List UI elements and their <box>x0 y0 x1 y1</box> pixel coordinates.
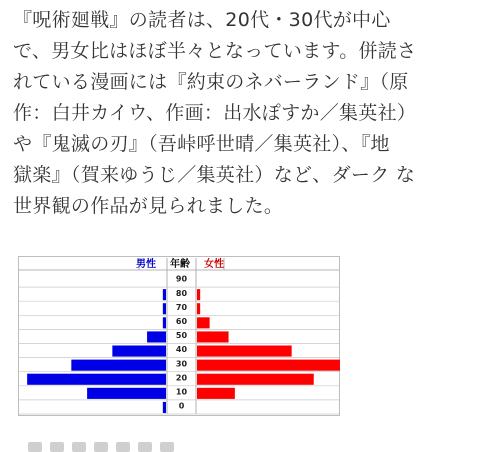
male-header: 男性 <box>136 259 156 270</box>
article-line: 作：白井カイウ、作画：出水ぽすか／集英社） <box>13 102 417 124</box>
age-tick-label: 50 <box>175 331 188 341</box>
age-tick-label: 80 <box>175 288 188 298</box>
article-line: れている漫画には『約束のネバーランド』（原 <box>13 71 409 93</box>
male-bar <box>163 289 166 300</box>
male-bar <box>163 402 166 413</box>
article-line: 世界観の作品が見られました。 <box>13 195 284 217</box>
age-tick-label: 40 <box>175 345 188 355</box>
age-tick-label: 10 <box>175 387 188 397</box>
male-bar <box>71 360 166 371</box>
age-tick-label: 70 <box>175 302 188 312</box>
female-bar <box>197 360 340 371</box>
age-gender-pyramid-chart <box>18 256 340 416</box>
article-line: や『鬼滅の刃』（吾峠呼世晴／集英社）、『地 <box>13 133 390 155</box>
next-paragraph-fragment <box>28 438 188 452</box>
female-header: 女性 <box>204 259 224 270</box>
age-tick-label: 30 <box>175 359 188 369</box>
female-bar <box>197 374 314 385</box>
article-line: 獄楽』（賀来ゆうじ／集英社）など、ダーク な <box>13 164 416 186</box>
male-bar <box>147 331 166 342</box>
female-bar <box>197 388 235 399</box>
female-bar <box>197 303 200 314</box>
male-bar <box>112 346 166 357</box>
male-bar <box>27 374 166 385</box>
age-tick-label: 90 <box>175 274 188 284</box>
female-bar <box>197 346 292 357</box>
pyramid-svg <box>18 256 340 416</box>
male-bar <box>87 388 166 399</box>
article-line: 『呪術廻戦』の読者は、20代・30代が中心 <box>13 9 391 31</box>
article-line: で、男女比はほぼ半々となっています。併読さ <box>13 40 417 62</box>
female-bar <box>197 331 229 342</box>
female-bar <box>197 289 200 300</box>
article-body <box>13 5 475 222</box>
age-tick-label: 0 <box>178 401 185 411</box>
age-tick-label: 60 <box>175 317 188 327</box>
male-bar <box>163 317 166 328</box>
age-tick-label: 20 <box>175 373 188 383</box>
age-header: 年齢 <box>170 259 190 270</box>
male-bar <box>163 303 166 314</box>
female-bar <box>197 317 210 328</box>
